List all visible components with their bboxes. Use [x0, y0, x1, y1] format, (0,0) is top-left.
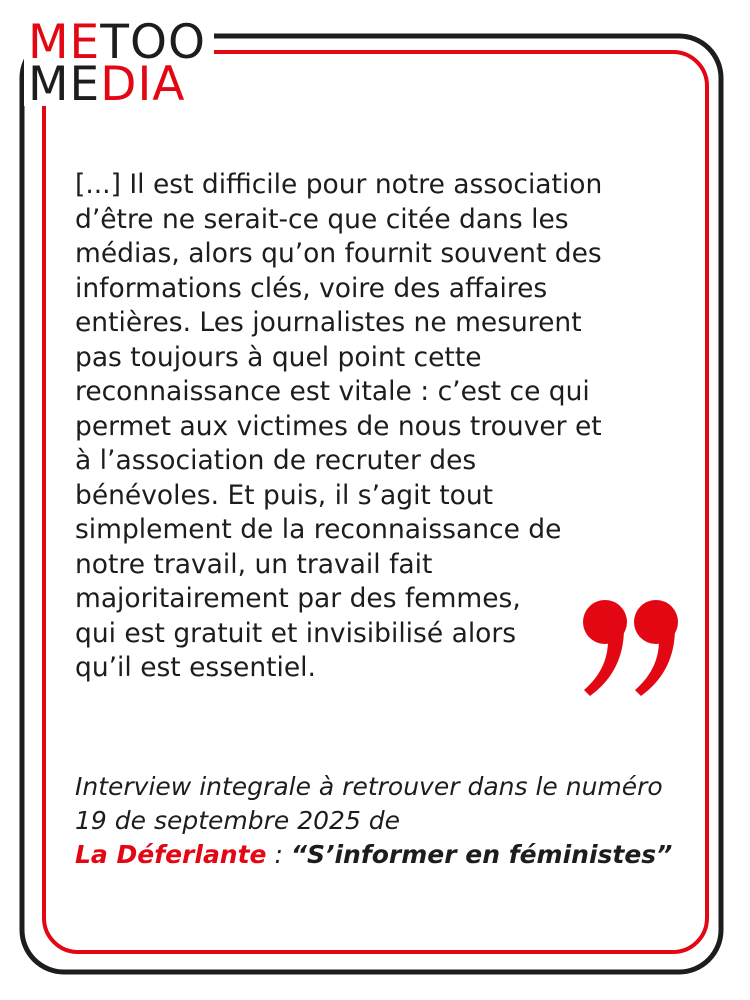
issue-title: “S’informer en féministes”	[290, 840, 673, 869]
interview-source	[75, 770, 695, 872]
magazine-name: La Déferlante	[75, 840, 267, 869]
logo-dia-red: DIA	[100, 57, 186, 112]
logo-me-black: ME	[28, 57, 101, 112]
metoo-media-logo	[24, 15, 214, 112]
source-intro: Interview integrale à retrouver dans le numéro 19 de septembre 2025 de	[75, 772, 663, 835]
source-separator: :	[266, 840, 291, 869]
logo-too-black: TOO	[100, 15, 206, 70]
logo-me-red: ME	[28, 15, 101, 70]
quote-text: [...] Il est difficile pour notre association d’être ne serait-ce que citée dans les médias, alors qu’on fournit souvent des informations clés, voire des affaires entières. Les journalistes ne mesurent pas toujours à quel point cette reconnaissance est vitale : c’est ce qui permet aux victimes de nous trouver et à l’association de recruter des bénévoles. Et puis, il s’agit tout simplement de la reconnaissance de notre travail, un travail fait majoritairement par des femmes, qui est gratuit et invisibilisé alors qu’il est essentiel.	[75, 169, 603, 683]
closing-quote-icon	[578, 588, 683, 708]
logo-line-media	[28, 57, 206, 112]
